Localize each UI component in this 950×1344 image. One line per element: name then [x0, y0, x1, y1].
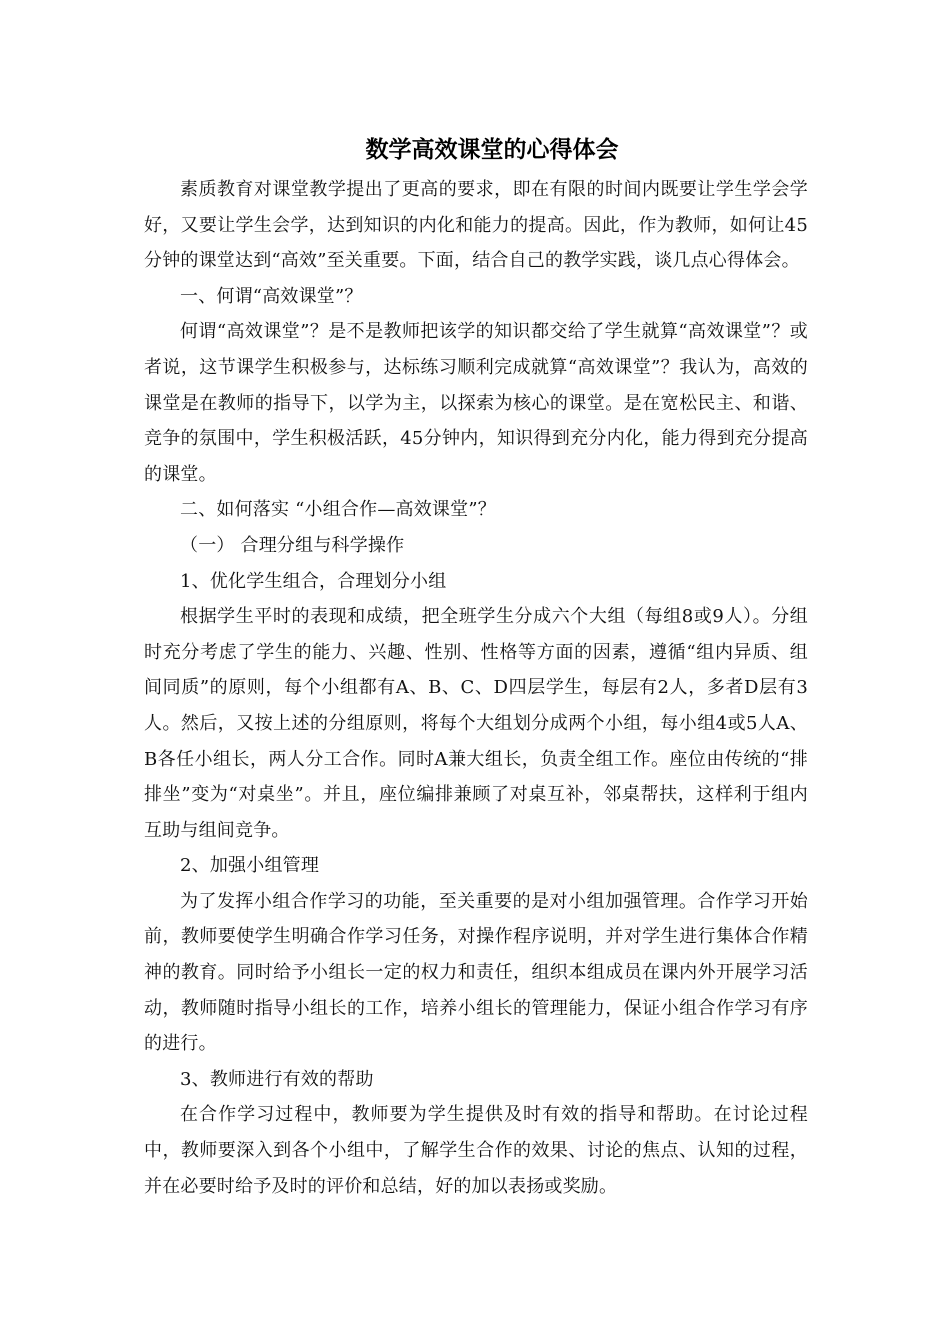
item-heading-2: 2、加强小组管理 — [180, 855, 320, 877]
item-heading-1: 1、优化学生组合，合理划分小组 — [180, 570, 447, 592]
paragraph-grouping: 根据学生平时的表现和成绩，把全班学生分成六个大组（每组8或9人）。分组时充分考虑了学生的能力、兴趣、性别、性格等方面的因素，遵循“组内异质、组间同质”的原则，每个小组都有A、B、C、D四层学生，每层有2人，多者D层有3人。然后，又按上述的分组原则，将每个大组划分成两个小组，每小组4或5人A、B各任小组长，两人分工合作。同时A兼大组长，负责全组工作。座位由传统的“排排坐”变为“对桌坐”。并且，座位编排兼顾了对桌互补，邻桌帮扶，这样利于组内互助与组间竞争。 — [144, 606, 808, 841]
item-heading-3: 3、教师进行有效的帮助 — [180, 1068, 374, 1090]
paragraph-intro: 素质教育对课堂教学提出了更高的要求，即在有限的时间内既要让学生学会学好，又要让学生会学，达到知识的内化和能力的提高。因此，作为教师，如何让45分钟的课堂达到“高效”至关重要。下面，结合自己的教学实践，谈几点心得体会。 — [144, 179, 808, 272]
section-heading-2: 二、如何落实 “小组合作—高效课堂”？ — [180, 499, 496, 521]
paragraph-definition: 何谓“高效课堂”？是不是教师把该学的知识都交给了学生就算“高效课堂”？或者说，这节课学生积极参与，达标练习顺利完成就算“高效课堂”？我认为，高效的课堂是在教师的指导下，以学为主，以探索为核心的课堂。是在宽松民主、和谐、竞争的氛围中，学生积极活跃，45分钟内，知识得到充分内化，能力得到充分提高的课堂。 — [144, 321, 808, 485]
paragraph-teacher-help: 在合作学习过程中，教师要为学生提供及时有效的指导和帮助。在讨论过程中，教师要深入到各个小组中，了解学生合作的效果、讨论的焦点、认知的过程，并在必要时给予及时的评价和总结，好的加以表扬或奖励。 — [144, 1104, 808, 1197]
paragraph-management: 为了发挥小组合作学习的功能，至关重要的是对小组加强管理。合作学习开始前，教师要使学生明确合作学习任务，对操作程序说明，并对学生进行集体合作精神的教育。同时给予小组长一定的权力和责任，组织本组成员在课内外开展学习活动，教师随时指导小组长的工作，培养小组长的管理能力，保证小组合作学习有序的进行。 — [144, 890, 808, 1055]
document-page — [144, 128, 808, 1204]
document-title: 数学高效课堂的心得体会 — [365, 137, 619, 163]
subsection-heading-1: （一） 合理分组与科学操作 — [180, 534, 405, 556]
section-heading-1: 一、何谓“高效课堂”？ — [180, 285, 363, 307]
